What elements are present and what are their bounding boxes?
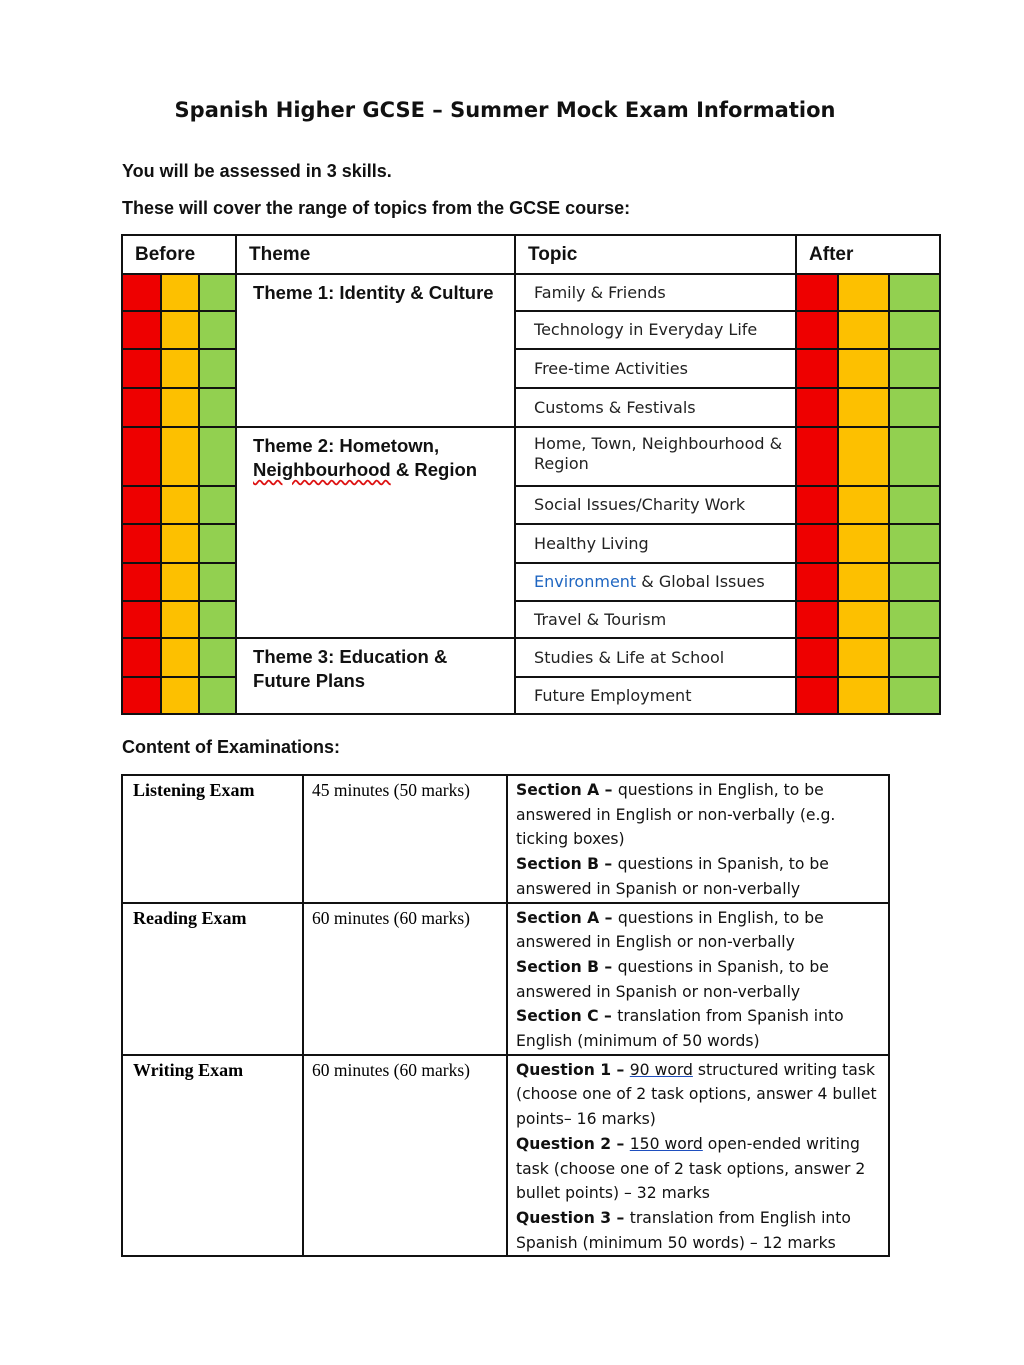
before-green-cell[interactable] [199,563,236,601]
detail-label: Question 1 – [516,1060,630,1079]
topic-customs: Customs & Festivals [515,388,796,427]
detail-text: questions in Spanish, to be answered in Spanish or non-verbally [516,957,829,1001]
detail-text: translation from Spanish into English (minimum of 50 words) [516,1007,844,1051]
after-green-cell[interactable] [889,427,940,486]
detail-label: Question 3 – [516,1208,630,1227]
exams-table [121,774,890,1257]
before-amber-cell[interactable] [161,349,199,388]
theme-2 [236,427,515,638]
after-green-cell[interactable] [889,563,940,601]
after-red-cell[interactable] [796,311,838,349]
topic-studies: Studies & Life at School [515,638,796,677]
detail-word-count: 150 word [629,1134,703,1153]
after-green-cell[interactable] [889,388,940,427]
after-red-cell[interactable] [796,677,838,714]
theme-3: Theme 3: Education & Future Plans [236,638,515,714]
after-amber-cell[interactable] [838,274,889,311]
topic-home-town: Home, Town, Neighbourhood & Region [515,427,796,486]
theme-2-part3: & Region [390,459,478,480]
before-red-cell[interactable] [122,486,161,524]
topics-header-row [122,235,940,274]
before-red-cell[interactable] [122,638,161,677]
after-amber-cell[interactable] [838,524,889,563]
intro-topics: These will cover the range of topics from the GCSE course: [122,198,631,218]
page-title: Spanish Higher GCSE – Summer Mock Exam Information [174,98,836,122]
after-amber-cell[interactable] [838,427,889,486]
topic-environment-suffix: & Global Issues [636,572,765,591]
before-amber-cell[interactable] [161,274,199,311]
before-green-cell[interactable] [199,638,236,677]
exam-name: Reading Exam [122,903,303,1055]
before-red-cell[interactable] [122,388,161,427]
after-green-cell[interactable] [889,311,940,349]
topic-family-friends: Family & Friends [515,274,796,311]
after-red-cell[interactable] [796,601,838,638]
after-green-cell[interactable] [889,486,940,524]
after-green-cell[interactable] [889,677,940,714]
after-red-cell[interactable] [796,486,838,524]
detail-label: Section C – [516,1007,618,1026]
before-amber-cell[interactable] [161,486,199,524]
before-green-cell[interactable] [199,388,236,427]
topic-row [122,274,940,311]
exam-duration: 60 minutes (60 marks) [303,903,507,1055]
before-green-cell[interactable] [199,524,236,563]
after-green-cell[interactable] [889,349,940,388]
before-green-cell[interactable] [199,677,236,714]
after-green-cell[interactable] [889,274,940,311]
exam-name: Listening Exam [122,775,303,903]
detail-label: Section B – [516,957,618,976]
after-red-cell[interactable] [796,274,838,311]
topic-travel: Travel & Tourism [515,601,796,638]
before-red-cell[interactable] [122,524,161,563]
content-heading: Content of Examinations: [122,737,341,757]
intro-skills: You will be assessed in 3 skills. [122,161,392,181]
before-green-cell[interactable] [199,427,236,486]
before-red-cell[interactable] [122,563,161,601]
after-red-cell[interactable] [796,563,838,601]
exam-details [507,1055,889,1257]
detail-text: translation from English into Spanish (minimum 50 words) – 12 marks [516,1208,851,1252]
exam-details [507,775,889,903]
after-green-cell[interactable] [889,601,940,638]
after-amber-cell[interactable] [838,388,889,427]
after-amber-cell[interactable] [838,677,889,714]
before-green-cell[interactable] [199,274,236,311]
detail-text: open-ended writing task (choose one of 2 task options, answer 2 bullet points) – 32 marks [516,1134,866,1203]
detail-text: questions in English, to be answered in English or non-verbally [516,908,824,952]
before-red-cell[interactable] [122,274,161,311]
before-amber-cell[interactable] [161,563,199,601]
detail-label: Question 2 – [516,1134,630,1153]
after-red-cell[interactable] [796,427,838,486]
before-green-cell[interactable] [199,601,236,638]
topic-healthy-living: Healthy Living [515,524,796,563]
after-green-cell[interactable] [889,524,940,563]
before-amber-cell[interactable] [161,677,199,714]
after-red-cell[interactable] [796,388,838,427]
before-green-cell[interactable] [199,311,236,349]
before-red-cell[interactable] [122,427,161,486]
after-amber-cell[interactable] [838,349,889,388]
exam-row [122,775,889,903]
theme-2-part2: Neighbourhood [253,459,391,480]
before-red-cell[interactable] [122,311,161,349]
after-red-cell[interactable] [796,638,838,677]
exam-name: Writing Exam [122,1055,303,1257]
after-amber-cell[interactable] [838,638,889,677]
environment-link[interactable]: Environment [534,572,637,591]
after-red-cell[interactable] [796,349,838,388]
exam-row [122,903,889,1055]
before-green-cell[interactable] [199,349,236,388]
topics-table [121,234,941,715]
before-red-cell[interactable] [122,677,161,714]
exam-duration: 60 minutes (60 marks) [303,1055,507,1257]
detail-word-count: 90 word [629,1060,693,1079]
before-red-cell[interactable] [122,601,161,638]
after-amber-cell[interactable] [838,563,889,601]
detail-label: Section A – [516,908,618,927]
after-amber-cell[interactable] [838,311,889,349]
theme-2-part1: Theme 2: Hometown, [253,435,440,456]
before-green-cell[interactable] [199,486,236,524]
exam-details [507,903,889,1055]
after-amber-cell[interactable] [838,486,889,524]
detail-text: questions in English, to be answered in English or non-verbally (e.g. ticking boxes) [516,781,836,849]
theme-1: Theme 1: Identity & Culture [236,274,515,427]
header-theme: Theme [236,235,515,274]
topic-environment [515,563,796,601]
topic-future-employment: Future Employment [515,677,796,714]
header-after: After [796,235,940,274]
topic-technology: Technology in Everyday Life [515,311,796,349]
before-amber-cell[interactable] [161,427,199,486]
after-green-cell[interactable] [889,638,940,677]
before-amber-cell[interactable] [161,524,199,563]
before-amber-cell[interactable] [161,311,199,349]
detail-text: structured writing task (choose one of 2 task options, answer 4 bullet points– 16 marks) [516,1060,877,1129]
topic-free-time: Free-time Activities [515,349,796,388]
before-amber-cell[interactable] [161,601,199,638]
header-before: Before [122,235,236,274]
header-topic: Topic [515,235,796,274]
after-red-cell[interactable] [796,524,838,563]
topic-row [122,427,940,486]
before-red-cell[interactable] [122,349,161,388]
topic-row [122,638,940,677]
exam-row [122,1055,889,1257]
before-amber-cell[interactable] [161,638,199,677]
detail-text: questions in Spanish, to be answered in Spanish or non-verbally [516,855,829,898]
exam-duration: 45 minutes (50 marks) [303,775,507,903]
after-amber-cell[interactable] [838,601,889,638]
before-amber-cell[interactable] [161,388,199,427]
topic-social-issues: Social Issues/Charity Work [515,486,796,524]
detail-label: Section A – [516,781,618,799]
detail-label: Section B – [516,855,618,874]
